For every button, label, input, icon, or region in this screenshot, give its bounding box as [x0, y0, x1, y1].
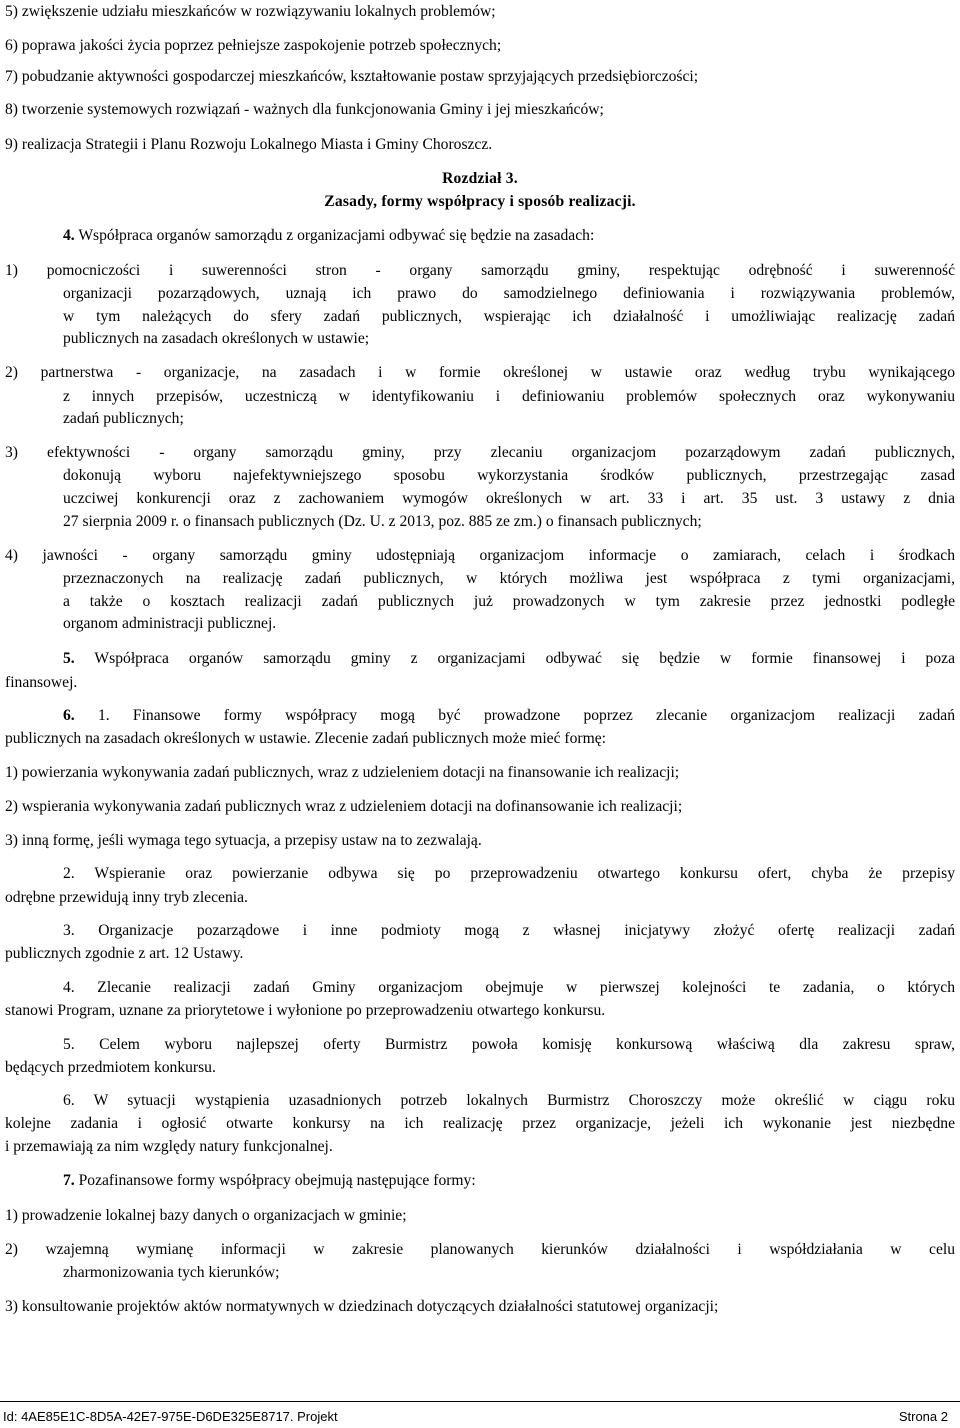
list-item: 2) wspierania wykonywania zadań publicznych wraz z udzieleniem dotacji na dofinansowanie ich realizacji; [5, 798, 683, 815]
list-item-line: a także o kosztach realizacji zadań publicznych już prowadzonych w tym zakresie przez jednostki podległe [63, 593, 955, 610]
chapter-title: Zasady, formy współpracy i sposób realizacji. [324, 193, 636, 210]
list-item-line: z innych przepisów, uczestniczą w identyfikowaniu i definiowaniu problemów społecznych oraz wykonywaniu [63, 388, 955, 405]
paragraph-line: odrębne przewidują inny tryb zlecenia. [5, 889, 248, 906]
list-item: 5) zwiększenie udziału mieszkańców w rozwiązywaniu lokalnych problemów; [5, 3, 496, 20]
paragraph-line: 6. W sytuacji wystąpienia uzasadnionych potrzeb lokalnych Burmistrz Choroszczy może określić w ciągu roku [63, 1092, 955, 1109]
list-item: 3) konsultowanie projektów aktów normatywnych w dziedzinach dotyczących działalności statutowej organizacji; [5, 1298, 719, 1315]
paragraph-line: 2. Wspieranie oraz powierzanie odbywa się po przeprowadzeniu otwartego konkursu ofert, chyba że przepisy [63, 865, 955, 882]
section-number: 5. [63, 650, 75, 667]
list-item-line: 4) jawności - organy samorządu gminy udostępniają organizacjom informacje o zamiarach, celach i środkach [5, 547, 955, 564]
list-item-line: 2) wzajemną wymianę informacji w zakresie planowanych kierunków działalności i współdziałania w celu [5, 1241, 955, 1258]
list-item: 6) poprawa jakości życia poprzez pełniejsze zaspokojenie potrzeb społecznych; [5, 37, 502, 54]
paragraph-line: 4. Zlecanie realizacji zadań Gminy organizacjom obejmuje w pierwszej kolejności te zadania, o których [63, 979, 955, 996]
paragraph-line: 5. Celem wyboru najlepszej oferty Burmistrz powoła komisję konkursową właściwą dla zakresu spraw, [63, 1036, 955, 1053]
list-item-line: organom administracji publicznej. [63, 615, 277, 632]
list-item-line: 27 sierpnia 2009 r. o finansach publicznych (Dz. U. z 2013, poz. 885 ze zm.) o finansach publicznych; [63, 513, 702, 530]
section-7-intro [63, 1172, 476, 1190]
paragraph-line: kolejne zadania i ogłosić otwarte konkursy na ich realizację przez organizacje, jeżeli ich wykonanie jest niezbędne [5, 1115, 955, 1132]
section-text: Pozafinansowe formy współpracy obejmują następujące formy: [74, 1172, 476, 1189]
section-4-intro [63, 227, 594, 245]
section-number: 7. [63, 1172, 75, 1189]
list-item-line: zharmonizowania tych kierunków; [63, 1264, 280, 1281]
list-item: 1) prowadzenie lokalnej bazy danych o organizacjach w gminie; [5, 1207, 407, 1224]
section-5-line: finansowej. [5, 674, 78, 691]
paragraph-line: i przemawiają za nim względy natury funkcjonalnej. [5, 1138, 333, 1155]
section-text: 1. Finansowe formy współpracy mogą być prowadzone poprzez zlecanie organizacjom realizacji zadań [74, 707, 955, 724]
list-item: 1) powierzania wykonywania zadań publicznych, wraz z udzieleniem dotacji na finansowanie ich realizacji; [5, 764, 680, 781]
list-item-line: dokonują wyboru najefektywniejszego sposobu wykorzystania środków publicznych, przestrzegając zasad [63, 467, 955, 484]
section-number: 4. [63, 227, 75, 244]
paragraph-line: stanowi Program, uznane za priorytetowe i wyłonione po przeprowadzeniu otwartego konkursu. [5, 1002, 606, 1019]
list-item-line: zadań publicznych; [63, 410, 184, 427]
list-item-line: organizacji pozarządowych, uznają ich prawo do samodzielnego definiowania i rozwiązywania problemów, [63, 285, 955, 302]
section-number: 6. [63, 707, 75, 724]
section-6-line [63, 707, 955, 725]
chapter-number: Rozdział 3. [442, 170, 518, 187]
list-item-line: 1) pomocniczości i suwerenności stron - organy samorządu gminy, respektując odrębność i suwerenność [5, 262, 955, 279]
section-6-line: publicznych na zasadach określonych w ustawie. Zlecenie zadań publicznych może mieć formę: [5, 730, 606, 747]
page-number: Strona 2 [898, 1409, 948, 1424]
list-item-line: 3) efektywności - organy samorządu gminy, przy zlecaniu organizacjom pozarządowym zadań publicznych, [5, 444, 955, 461]
list-item: 8) tworzenie systemowych rozwiązań - ważnych dla funkcjonowania Gminy i jej mieszkańców; [5, 101, 604, 118]
list-item: 7) pobudzanie aktywności gospodarczej mieszkańców, kształtowanie postaw sprzyjających przedsiębiorczości; [5, 68, 699, 85]
footer-divider [0, 1401, 960, 1402]
list-item-line: przeznaczonych na realizację zadań publicznych, w których możliwa jest współpraca z tymi organizacjami, [63, 570, 955, 587]
section-text: Współpraca organów samorządu z organizacjami odbywać się będzie na zasadach: [74, 227, 595, 244]
section-text: Współpraca organów samorządu gminy z organizacjami odbywać się będzie w formie finansowej i poza [74, 650, 955, 667]
list-item-line: w tym należących do sfery zadań publicznych, wspierając ich działalność i umożliwiając realizację zadań [63, 308, 955, 325]
paragraph-line: będących przedmiotem konkursu. [5, 1059, 216, 1076]
list-item: 3) inną formę, jeśli wymaga tego sytuacja, a przepisy ustaw na to zezwalają. [5, 832, 482, 849]
list-item-line: 2) partnerstwa - organizacje, na zasadach i w formie określonej w ustawie oraz według trybu wynikającego [5, 364, 955, 381]
list-item-line: publicznych na zasadach określonych w ustawie; [63, 330, 370, 347]
paragraph-line: 3. Organizacje pozarządowe i inne podmioty mogą z własnej inicjatywy złożyć ofertę realizacji zadań [63, 922, 955, 939]
list-item-line: uczciwej konkurencji oraz z zachowaniem wymogów określonych w art. 33 i art. 35 ust. 3 ustawy z dnia [63, 490, 955, 507]
section-5-line [63, 650, 955, 668]
document-id: Id: 4AE85E1C-8D5A-42E7-975E-D6DE325E8717. Projekt [3, 1409, 338, 1424]
list-item: 9) realizacja Strategii i Planu Rozwoju Lokalnego Miasta i Gminy Choroszcz. [5, 136, 493, 153]
paragraph-line: publicznych zgodnie z art. 12 Ustawy. [5, 945, 244, 962]
